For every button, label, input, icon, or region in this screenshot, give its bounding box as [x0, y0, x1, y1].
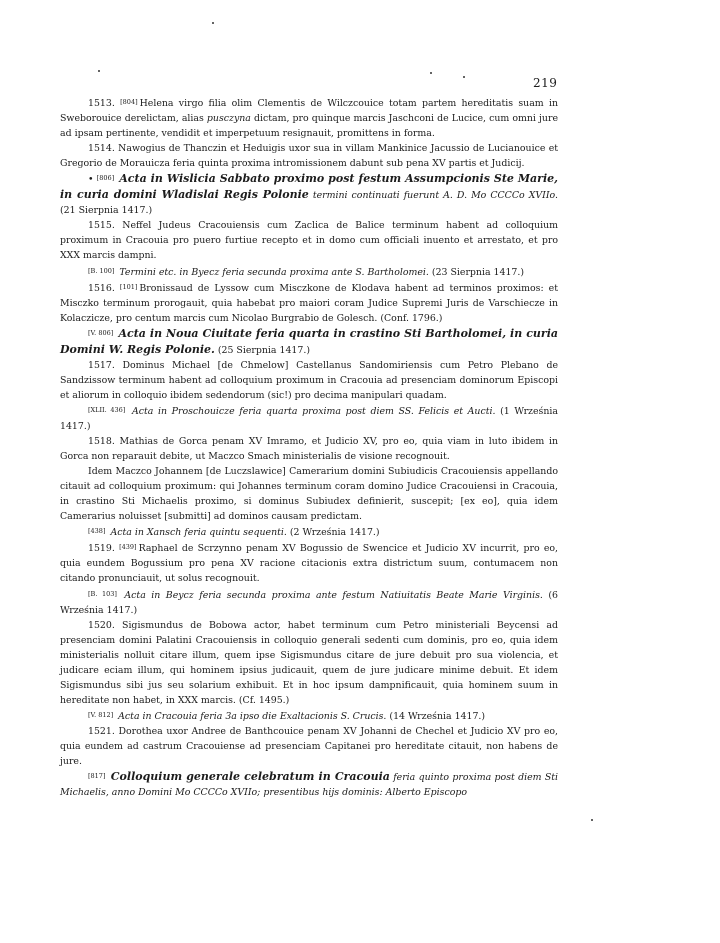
scan-speck [212, 22, 214, 24]
cross-reference: (Conf. 1796.) [380, 312, 443, 324]
entry-number: 1517. [88, 359, 115, 371]
entry-term: pusczyna [206, 113, 251, 125]
source-ref: [XLII. 436] [88, 405, 126, 414]
source-ref: [439] [119, 543, 137, 552]
source-ref: [V. 812] [88, 710, 114, 719]
heading-title: Acta in Beycz feria secunda proxima ante festum Natiuitatis Beate Marie Virginis. [124, 589, 543, 601]
heading-title: Acta in Cracouia feria 3a ipso die Exaltacionis S. Crucis. [118, 710, 387, 722]
entry-text: Helena virgo filia olim Clementis de Wilczcouice totam partem hereditatis suam in Sweborouice derelictam, alias [60, 98, 559, 125]
heading-title: Termini etc. in Byecz feria secunda proxima ante S. Bartholomei. [119, 266, 429, 278]
heading-title: Acta in Noua Ciuitate feria quarta in crastino Sti Bartholomei, in curia Domini W. Regis Polonie. [60, 326, 559, 356]
source-ref: [817] [88, 772, 106, 781]
scan-speck [591, 819, 593, 821]
entry-number: 1515. [88, 220, 115, 232]
scan-speck [430, 72, 432, 74]
source-ref: [438] [88, 527, 106, 536]
heading-subtitle: feria quinto proxima post diem Sti Michaelis, anno Domini Mo CCCCo XVIIo; presentibus hijs dominis: Alberto Episcopo [60, 772, 559, 799]
heading-date: (21 Sierpnia 1417.) [60, 205, 153, 217]
entry-1518 [60, 434, 558, 464]
entry-number: 1520. [88, 619, 115, 631]
heading-date: (1 Września 1417.) [60, 405, 558, 432]
entry-number: 1518. [88, 436, 115, 448]
entry-text: Sigismundus de Bobowa actor, habet terminum cum Petro ministeriali Beycensi ad presenciam domini Palatini Cracouiensis in colloquio generali sedenti cum dominis, pro eo, quia idem ministerialis nolluit citare illum, quem ipse Sigismundus citare de jure debuit pro sua violencia, et judicare eciam illum, qui hominem ipsius judicauit, quem de jure judicare minime debuit. Et idem Sigismundus sibi jus seu solarium exhibuit. Et in hoc ipsum dampnificauit, quia hominem suum in hereditate non habet, in XXX marcis. [60, 619, 558, 706]
heading-acta-xansch [60, 524, 558, 540]
page-number: 219 [533, 76, 558, 90]
entry-number: 1519. [88, 543, 115, 555]
entry-number: 1513. [88, 98, 115, 109]
entry-1517 [60, 358, 558, 403]
entry-1515 [60, 218, 558, 263]
entry-number: 1521. [88, 725, 115, 737]
heading-date: (23 Sierpnia 1417.) [431, 266, 525, 278]
entry-number: 1514. [88, 143, 115, 155]
heading-title: Acta in Proschouicze feria quarta proxima post diem SS. Felicis et Aucti. [131, 405, 496, 417]
entry-1521 [60, 724, 558, 769]
entry-1518-continued [60, 464, 558, 524]
entry-text: Raphael de Scrzynno penam XV Bogussio de Swencice et Judicio XV incurrit, pro eo, quia eundem Bogussium pro pena XV racione citacionis extra districtum suum, contumacem non citando pronunciauit, ut solus recognouit. [60, 543, 558, 585]
source-ref: [804] [120, 98, 138, 106]
scan-speck [463, 76, 465, 78]
heading-date: (14 Września 1417.) [389, 710, 486, 722]
cross-reference: (Cf. 1495.) [238, 694, 290, 706]
entry-text: Dominus Michael [de Chmelow] Castellanus Sandomiriensis cum Petro Plebano de Sandzissow terminum habent ad colloquium proximum in Cracouia ad presenciam dominorum Episcopi et aliorum in colloquio ibidem sedendorum (sic!) pro decima manipulari quadam. [60, 359, 558, 401]
heading-subtitle: termini continuati fuerunt A. D. Mo CCCCo XVIIo. [312, 190, 559, 202]
heading-colloquium-generale [60, 769, 558, 800]
heading-title: Acta in Xansch feria quintu sequenti. [110, 527, 287, 539]
entry-1516 [60, 280, 558, 326]
entry-text-rest: dictam, pro quinque marcis Jaschconi de Lucice, cum omni jure ad ipsam pertinente, vendidit et imperpetuum resignauit, promittens in forma. [60, 113, 558, 140]
scan-speck [98, 70, 100, 72]
heading-date: (6 Września 1417.) [60, 589, 559, 616]
entry-1519 [60, 540, 558, 586]
text-body [60, 95, 558, 800]
heading-date: (2 Września 1417.) [289, 527, 380, 539]
source-ref: [101] [119, 282, 138, 291]
heading-title: Acta in Wislicia Sabbato proximo post festum Assumpcionis Ste Marie, in curia domini Wladislai Regis Polonie [60, 172, 558, 202]
entry-text: Dorothea uxor Andree de Banthcouice penam XV Johanni de Chechel et Judicio XV pro eo, quia eundem ad castrum Cracouiense ad presenciam Capitanei pro hereditate citauit, non habens de jure. [60, 725, 558, 768]
entry-text: Neffel Judeus Cracouiensis cum Zaclica de Balice terminum habent ad colloquium proximum in Cracouia pro puero furtiue recepto et in domo cum officiali inuento et arrestato, et pro XXX marcis dampni. [60, 220, 558, 262]
source-ref: [B. 103] [88, 589, 117, 598]
bullet-mark: • [88, 174, 94, 186]
source-ref: [B. 100] [88, 266, 115, 275]
heading-date: (25 Sierpnia 1417.) [217, 344, 310, 356]
heading-acta-beycz [60, 587, 558, 618]
entry-text: Mathias de Gorca penam XV Imramo, et Judicio XV, pro eo, quia viam in luto ibidem in Gorca non reparauit debite, ut Maczco Smach ministerialis de visione recognouit. [60, 436, 558, 463]
source-ref: [V. 806] [88, 328, 114, 337]
entry-1520 [60, 618, 558, 708]
heading-acta-proschouicze [60, 403, 558, 434]
entry-text: Idem Maczco Johannem [de Luczslawice] Camerarium domini Subiudicis Cracouiensis appellando citauit ad colloquium proximum: qui Johannes terminum coram domino Judice Cracouiensi in Cracouia, in crastino Sti Michaelis proximo, si dominus Subiudex definierit, suscepit; [ex eo], quia idem Camerarius noluisset [submitti] ad dominos causam predictam. [60, 466, 558, 523]
entry-text: Bronissaud de Lyssow cum Misczkone de Klodava habent ad terminos proximos: et Misczko terminum prorogauit, quia habebat pro maiori coram Judice Supremi Juris de Varschiecze in Kolaczicze, pro centum marcis cum Nicolao Burgrabio de Golesch. [60, 282, 559, 324]
heading-acta-noua-ciuitate [60, 326, 558, 358]
entry-number: 1516. [88, 282, 115, 294]
heading-acta-cracouia [60, 708, 558, 724]
heading-title: Colloquium generale celebratum in Cracouia [110, 770, 390, 784]
entry-text: Nawogius de Thanczin et Heduigis uxor sua in villam Mankinice Jacussio de Lucianouice et Gregorio de Morauicza feria quinta proxima intromissionem dabunt sub pena XV partis et Judicij. [60, 143, 559, 170]
heading-termini-byecz [60, 264, 558, 280]
source-ref: [806] [96, 174, 115, 183]
heading-acta-wislicia [60, 171, 558, 218]
entry-1513 [60, 95, 558, 141]
entry-1514 [60, 141, 558, 171]
